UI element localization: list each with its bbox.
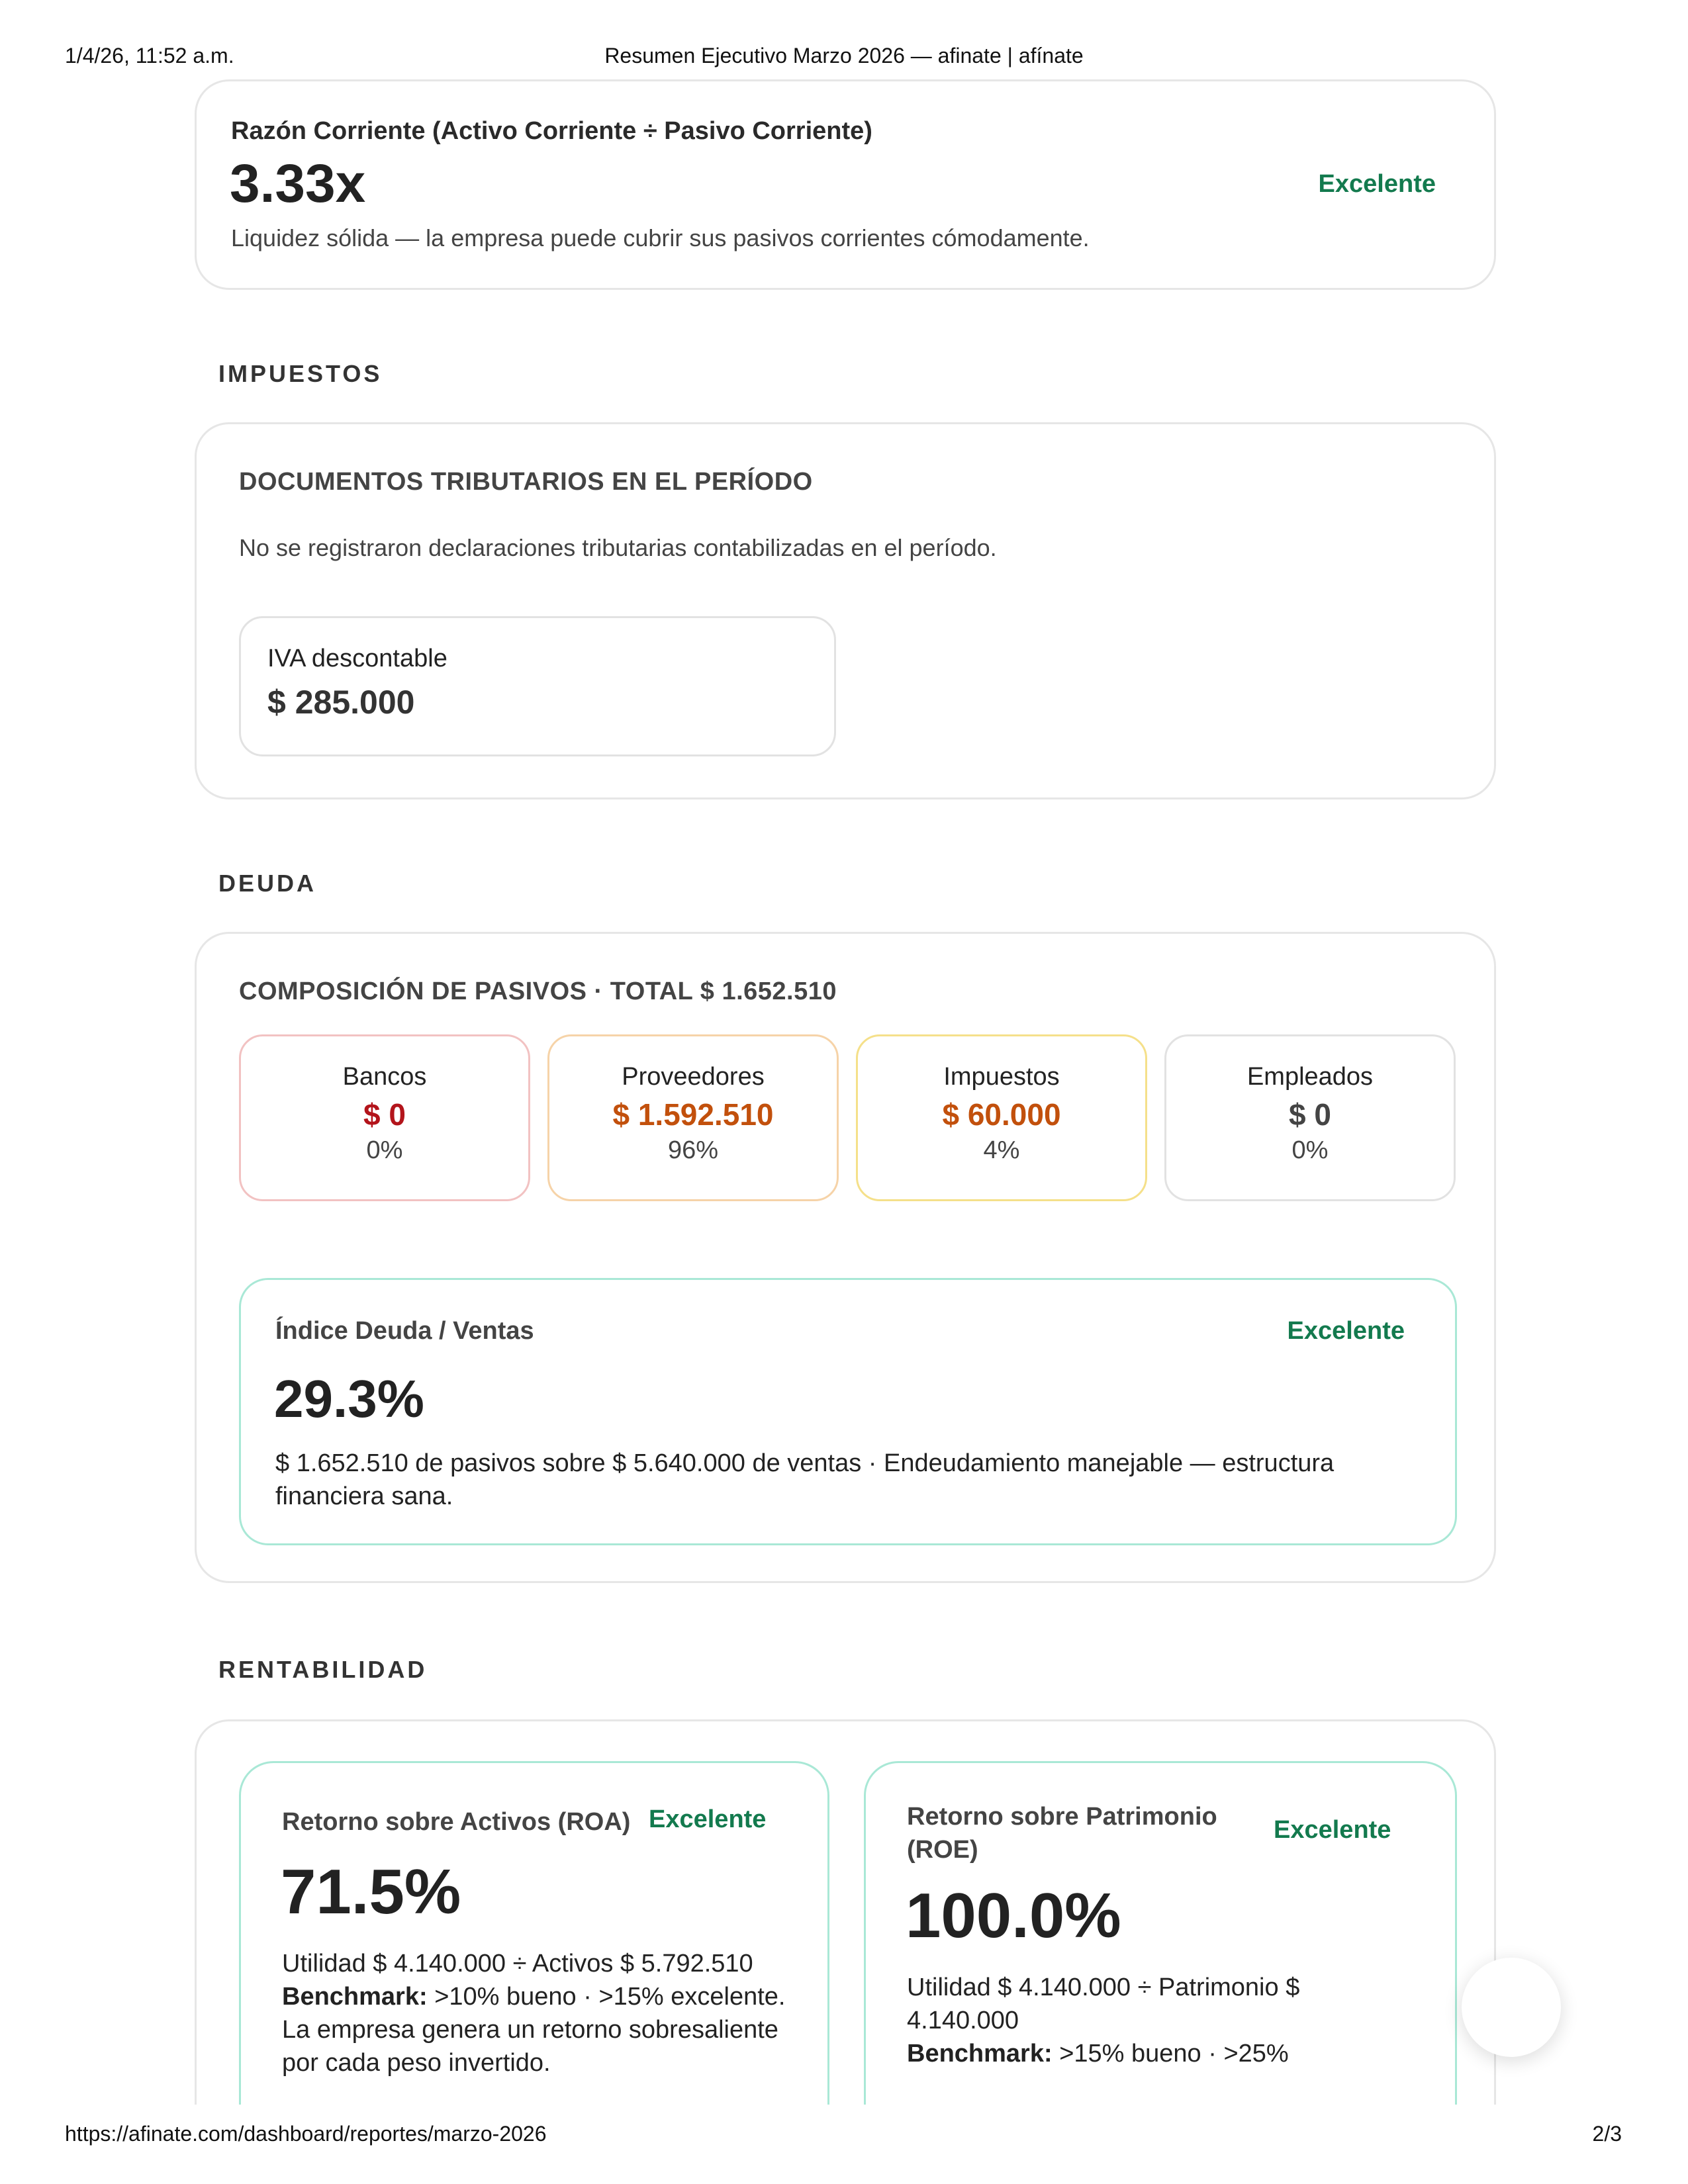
liability-employees-card bbox=[1164, 1034, 1456, 1201]
iva-card bbox=[239, 616, 836, 756]
section-title-profitability: RENTABILIDAD bbox=[218, 1656, 428, 1683]
section-title-debt: DEUDA bbox=[218, 870, 317, 897]
roa-benchmark-label: Benchmark: bbox=[282, 1983, 428, 2011]
liability-amount: $ 60.000 bbox=[942, 1097, 1061, 1132]
roe-formula: Utilidad $ 4.140.000 ÷ Patrimonio $ 4.140.000 bbox=[907, 1974, 1300, 2034]
liability-name: Impuestos bbox=[943, 1063, 1060, 1091]
roa-formula: Utilidad $ 4.140.000 ÷ Activos $ 5.792.510 bbox=[282, 1950, 753, 1978]
current-ratio-label: Razón Corriente (Activo Corriente ÷ Pasivo Corriente) bbox=[231, 117, 872, 145]
roa-description bbox=[282, 1947, 792, 2079]
debt-to-sales-description: $ 1.652.510 de pasivos sobre $ 5.640.000 de ventas · Endeudamiento manejable — estructura financiera sana. bbox=[275, 1449, 1335, 1510]
liability-percent: 4% bbox=[983, 1136, 1020, 1164]
liability-amount: $ 1.592.510 bbox=[612, 1097, 774, 1132]
debt-to-sales-label: Índice Deuda / Ventas bbox=[275, 1317, 534, 1345]
roe-benchmark-text: >15% bueno · >25% bbox=[1052, 2040, 1289, 2068]
roe-benchmark-label: Benchmark: bbox=[907, 2040, 1053, 2068]
liability-amount: $ 0 bbox=[1289, 1097, 1331, 1132]
roe-label: Retorno sobre Patrimonio (ROE) bbox=[907, 1803, 1217, 1864]
print-title: Resumen Ejecutivo Marzo 2026 — afinate | afínate bbox=[604, 44, 1084, 68]
liability-name: Empleados bbox=[1246, 1063, 1374, 1091]
liability-percent: 96% bbox=[667, 1136, 719, 1164]
liability-percent: 0% bbox=[366, 1136, 403, 1164]
print-page-number: 2/3 bbox=[1592, 2122, 1622, 2146]
debt-card bbox=[195, 932, 1496, 1583]
roe-description bbox=[907, 1971, 1331, 2070]
iva-value: $ 285.000 bbox=[267, 684, 415, 721]
current-ratio-card bbox=[195, 79, 1496, 290]
print-datetime: 1/4/26, 11:52 a.m. bbox=[65, 44, 234, 68]
roa-value: 71.5% bbox=[281, 1856, 461, 1927]
liability-percent: 0% bbox=[1291, 1136, 1329, 1164]
roe-value: 100.0% bbox=[906, 1880, 1121, 1951]
print-url: https://afinate.com/dashboard/reportes/marzo-2026 bbox=[65, 2122, 547, 2146]
current-ratio-description: Liquidez sólida — la empresa puede cubrir sus pasivos corrientes cómodamente. bbox=[231, 224, 1090, 251]
debt-to-sales-card bbox=[239, 1278, 1457, 1545]
roa-status: Excelente bbox=[649, 1805, 767, 1833]
liability-suppliers-card bbox=[547, 1034, 839, 1201]
current-ratio-status: Excelente bbox=[1318, 170, 1436, 198]
liability-name: Proveedores bbox=[622, 1063, 765, 1091]
roa-benchmark-text: >10% bueno · >15% excelente. La empresa genera un retorno sobresaliente por cada peso invertido. bbox=[282, 1983, 786, 2077]
liability-banks-card bbox=[239, 1034, 530, 1201]
debt-to-sales-status: Excelente bbox=[1287, 1317, 1405, 1345]
current-ratio-value: 3.33x bbox=[230, 154, 366, 214]
roa-label: Retorno sobre Activos (ROA) bbox=[282, 1808, 631, 1836]
liabilities-composition-heading: COMPOSICIÓN DE PASIVOS · TOTAL $ 1.652.510 bbox=[239, 978, 837, 1005]
debt-to-sales-value: 29.3% bbox=[274, 1369, 424, 1428]
roe-status: Excelente bbox=[1274, 1816, 1391, 1844]
tax-documents-note: No se registraron declaraciones tributarias contabilizadas en el período. bbox=[239, 534, 997, 561]
floating-action-button[interactable] bbox=[1462, 1958, 1561, 2057]
liability-taxes-card bbox=[856, 1034, 1147, 1201]
iva-label: IVA descontable bbox=[267, 645, 447, 672]
section-title-taxes: IMPUESTOS bbox=[218, 360, 383, 387]
tax-documents-heading: DOCUMENTOS TRIBUTARIOS EN EL PERÍODO bbox=[239, 468, 813, 496]
tax-documents-card bbox=[195, 422, 1496, 799]
liability-amount: $ 0 bbox=[363, 1097, 406, 1132]
liability-name: Bancos bbox=[342, 1063, 427, 1091]
